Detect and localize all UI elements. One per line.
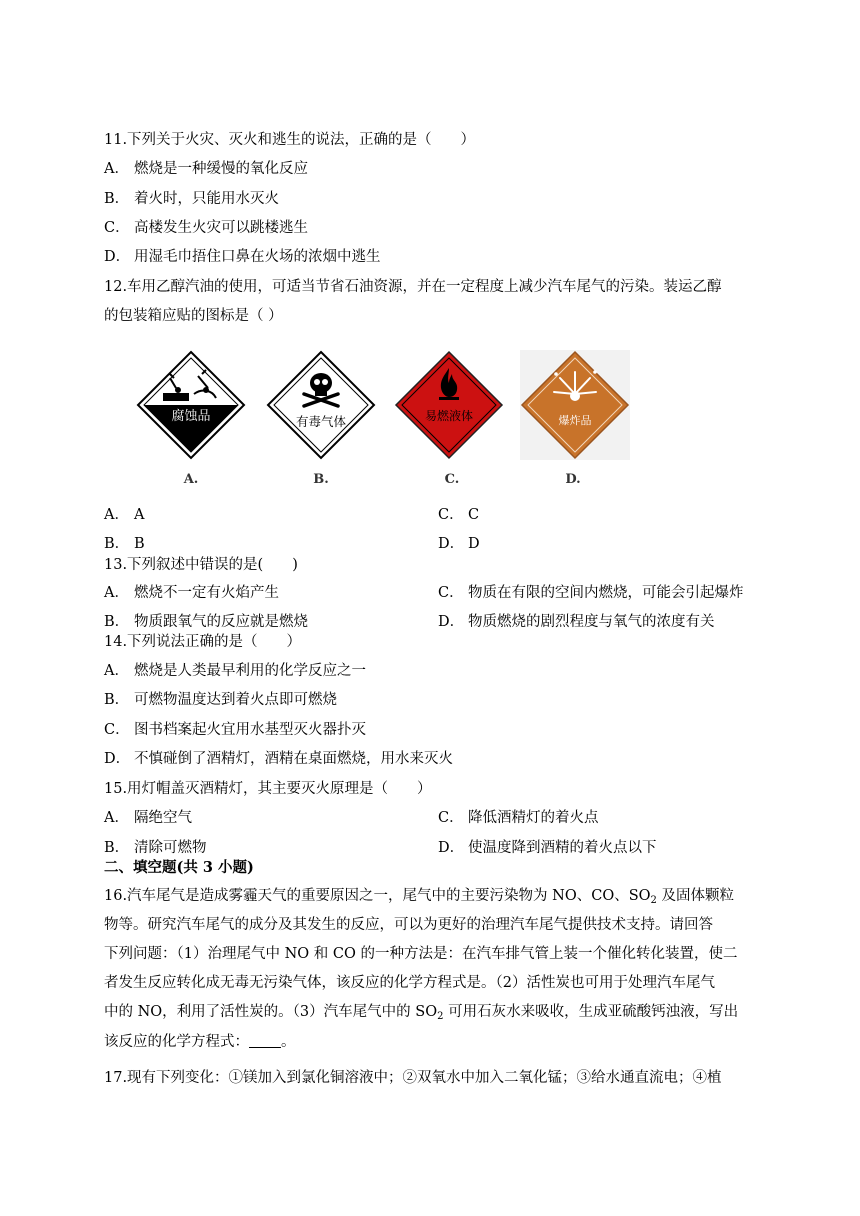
- sign-c-label: 易燃液体: [424, 409, 474, 423]
- q12-stem-line1: 12.车用乙醇汽油的使用，可适当节省石油资源，并在一定程度上减少汽车尾气的污染。装运乙醇: [104, 279, 722, 295]
- q16-line1: 16.汽车尾气是造成雾霾天气的重要原因之一，尾气中的主要污染物为 NO、CO、$SO_2$ 及固体颗粒: [104, 888, 735, 906]
- q13-option-d: D． 物质燃烧的剧烈程度与氧气的浓度有关: [438, 614, 715, 630]
- q15-option-b: B． 清除可燃物: [104, 840, 207, 856]
- sign-b-caption: B.: [313, 472, 329, 487]
- q12-option-a: A． A: [104, 507, 145, 523]
- sign-a-label: 腐蚀品: [171, 409, 211, 424]
- q13-option-a: A． 燃烧不一定有火焰产生: [104, 585, 279, 601]
- q14-stem: 14.下列说法正确的是（ ）: [104, 634, 302, 650]
- answer-blank: [249, 1034, 281, 1048]
- flammable-liquid-hazard-sign: [394, 350, 504, 460]
- sign-d-caption: D.: [565, 472, 581, 487]
- q15-option-d: D． 使温度降到酒精的着火点以下: [438, 840, 657, 856]
- q12-option-c: C． C: [438, 507, 480, 523]
- q15-option-a: A． 隔绝空气: [104, 810, 192, 826]
- sign-d-label: 爆炸品: [558, 414, 592, 427]
- q16-line6: 该反应的化学方程式： 。: [104, 1034, 296, 1050]
- q13-option-b: B． 物质跟氧气的反应就是燃烧: [104, 614, 308, 630]
- q12-option-b: B． B: [104, 536, 145, 552]
- q13-stem: 13.下列叙述中错误的是( ): [104, 557, 298, 573]
- corrosive-hazard-sign: [136, 350, 246, 460]
- q14-option-c: C． 图书档案起火宜用水基型灭火器扑灭: [104, 722, 366, 738]
- sign-c-caption: C.: [444, 472, 460, 487]
- q16-line3: 下列问题：（1）治理尾气中 NO 和 CO 的一种方法是：在汽车排气管上装一个催化转化装置，使二: [104, 946, 738, 962]
- q11-option-d: D． 用湿毛巾捂住口鼻在火场的浓烟中逃生: [104, 249, 381, 265]
- q11-option-b: B． 着火时，只能用水灭火: [104, 191, 279, 207]
- toxic-gas-hazard-sign: [266, 350, 376, 460]
- q12-stem-line2: 的包装箱应贴的图标是（ ）: [104, 308, 283, 324]
- section-title: 二、填空题(共 3 小题): [104, 859, 254, 876]
- q15-option-c: C． 降低酒精灯的着火点: [438, 810, 599, 826]
- explosive-hazard-sign: [520, 350, 630, 460]
- q17-line1: 17.现有下列变化：①镁加入到氯化铜溶液中；②双氧水中加入二氧化锰；③给水通直流电；④植: [104, 1070, 722, 1086]
- sign-a-caption: A.: [183, 472, 199, 487]
- q16-line2: 物等。研究汽车尾气的成分及其发生的反应，可以为更好的治理汽车尾气提供技术支持。请回答: [104, 917, 713, 933]
- q16-line4: 者发生反应转化成无毒无污染气体，该反应的化学方程式是。（2）活性炭也可用于处理汽车尾气: [104, 975, 715, 991]
- q14-option-b: B． 可燃物温度达到着火点即可燃烧: [104, 692, 337, 708]
- q14-option-a: A． 燃烧是人类最早利用的化学反应之一: [104, 663, 366, 679]
- q11-stem: 11.下列关于火灾、灭火和逃生的说法，正确的是（ ）: [104, 132, 476, 148]
- q14-option-d: D． 不慎碰倒了酒精灯，酒精在桌面燃烧，用水来灭火: [104, 751, 453, 767]
- q11-option-a: A． 燃烧是一种缓慢的氧化反应: [104, 161, 308, 177]
- q16-line5: 中的 NO，利用了活性炭的。（3）汽车尾气中的 $SO_2$ 可用石灰水来吸收，生成亚硫酸钙浊液，写出: [104, 1004, 739, 1022]
- q15-stem: 15.用灯帽盖灭酒精灯，其主要灭火原理是（ ）: [104, 781, 432, 797]
- q11-option-c: C． 高楼发生火灾可以跳楼逃生: [104, 220, 308, 236]
- sign-b-label: 有毒气体: [295, 414, 347, 429]
- q13-option-c: C． 物质在有限的空间内燃烧，可能会引起爆炸: [438, 585, 744, 601]
- q12-option-d: D． D: [438, 536, 480, 552]
